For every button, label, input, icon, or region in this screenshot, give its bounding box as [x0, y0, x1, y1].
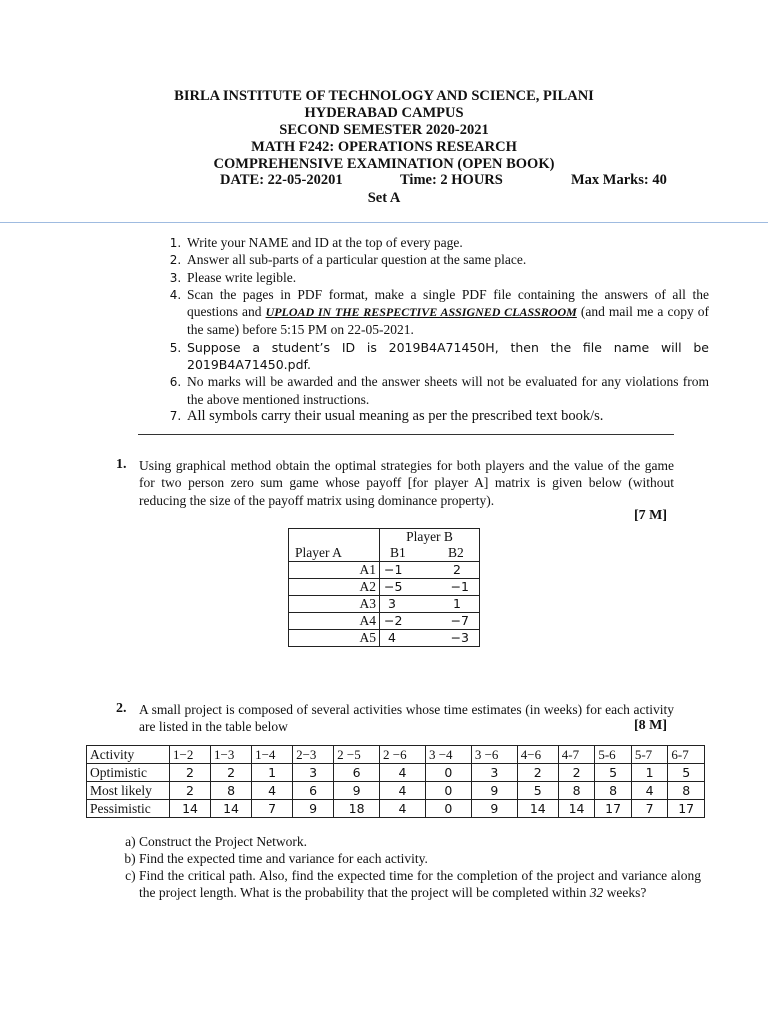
- set-label: Set A: [367, 190, 401, 206]
- optimistic-cell: 5: [668, 764, 705, 782]
- pessimistic-row: [87, 800, 705, 818]
- exam-date: DATE: 22-05-20201: [220, 172, 343, 188]
- pessimistic-cell: 0: [425, 800, 471, 818]
- instruction-item: 3. Please write legible.: [185, 269, 709, 286]
- table-row: [289, 596, 480, 613]
- row-label: Activity: [87, 746, 170, 764]
- section-divider: [138, 434, 674, 435]
- optimistic-cell: 6: [334, 764, 380, 782]
- cell-b1: 3: [380, 596, 439, 613]
- row-label: Most likely: [87, 782, 170, 800]
- upload-note: UPLOAD IN THE RESPECTIVE ASSIGNED CLASSROOM: [265, 305, 577, 320]
- question-2-number: 2.: [116, 701, 127, 716]
- activity-cell: 1−3: [211, 746, 252, 764]
- most-likely-cell: 4: [631, 782, 668, 800]
- most-likely-cell: 4: [380, 782, 426, 800]
- pessimistic-cell: 17: [595, 800, 632, 818]
- player-b-header: Player B: [380, 529, 480, 546]
- row-label: A3: [289, 596, 380, 613]
- optimistic-cell: 2: [211, 764, 252, 782]
- most-likely-cell: 5: [517, 782, 558, 800]
- pessimistic-cell: 18: [334, 800, 380, 818]
- most-likely-cell: 2: [170, 782, 211, 800]
- optimistic-cell: 3: [471, 764, 517, 782]
- question-2-marks: [8 M]: [634, 718, 668, 733]
- pessimistic-cell: 9: [471, 800, 517, 818]
- payoff-corner: [289, 529, 380, 546]
- activity-cell: 5-7: [631, 746, 668, 764]
- cell-b2: 2: [438, 562, 480, 579]
- table-row: [289, 562, 480, 579]
- question-2-text: A small project is composed of several activities whose time estimates (in weeks) for each activity are listed in the table below: [139, 702, 674, 735]
- semester: SECOND SEMESTER 2020-2021: [279, 122, 489, 138]
- cell-b2: −1: [438, 579, 480, 596]
- optimistic-cell: 1: [631, 764, 668, 782]
- optimistic-cell: 2: [170, 764, 211, 782]
- part-c-tail: weeks?: [603, 885, 647, 900]
- instruction-item: 1. Write your NAME and ID at the top of every page.: [185, 234, 709, 251]
- cell-b2: 1: [438, 596, 480, 613]
- cell-b2: −7: [438, 613, 480, 630]
- header-divider: [0, 222, 768, 223]
- question-1-text: Using graphical method obtain the optimal strategies for both players and the value of the game for two person zero sum game whose payoff [for player A] matrix is given below (without reducing the size of the payoff matrix using dominance property).: [139, 458, 674, 508]
- activity-cell: 5-6: [595, 746, 632, 764]
- most-likely-row: [87, 782, 705, 800]
- activity-cell: 2−3: [293, 746, 334, 764]
- activity-cell: 4−6: [517, 746, 558, 764]
- most-likely-cell: 4: [252, 782, 293, 800]
- payoff-matrix: [288, 528, 480, 647]
- activity-table: [86, 745, 705, 818]
- instruction-item: 2. Answer all sub-parts of a particular question at the same place.: [185, 251, 709, 268]
- cell-b1: −1: [380, 562, 439, 579]
- pessimistic-cell: 7: [252, 800, 293, 818]
- row-label: A5: [289, 630, 380, 647]
- part-c: [139, 867, 701, 901]
- optimistic-cell: 2: [558, 764, 595, 782]
- instructions-list: [150, 234, 709, 425]
- exam-title: COMPREHENSIVE EXAMINATION (OPEN BOOK): [213, 156, 555, 172]
- table-row: [289, 630, 480, 647]
- instruction-text: Scan the pages in PDF format, make a single PDF file containing the answers of all the questions and: [187, 286, 709, 320]
- pessimistic-cell: 14: [170, 800, 211, 818]
- table-row: [289, 579, 480, 596]
- b2-header: B2: [438, 545, 480, 562]
- row-label: Optimistic: [87, 764, 170, 782]
- activity-cell: 3 −6: [471, 746, 517, 764]
- activity-cell: 4-7: [558, 746, 595, 764]
- part-b: b. Find the expected time and variance for each activity.: [139, 850, 701, 867]
- activity-cell: 1−4: [252, 746, 293, 764]
- table-row: [289, 613, 480, 630]
- activity-cell: 3 −4: [425, 746, 471, 764]
- question-2-parts: [112, 833, 701, 901]
- activity-cell: 2 −5: [334, 746, 380, 764]
- pessimistic-cell: 7: [631, 800, 668, 818]
- instruction-item: [185, 286, 709, 339]
- part-a: a. Construct the Project Network.: [139, 833, 701, 850]
- instruction-text: Suppose a student’s ID is 2019B4A71450H, then the file name will be 2019B4A71450.pdf.: [187, 339, 709, 373]
- row-label: A1: [289, 562, 380, 579]
- optimistic-row: [87, 764, 705, 782]
- instruction-item: [185, 339, 709, 374]
- optimistic-cell: 0: [425, 764, 471, 782]
- activity-cell: 2 −6: [380, 746, 426, 764]
- optimistic-cell: 5: [595, 764, 632, 782]
- row-label: A4: [289, 613, 380, 630]
- question-1-number: 1.: [116, 457, 127, 472]
- pessimistic-cell: 14: [517, 800, 558, 818]
- most-likely-cell: 9: [471, 782, 517, 800]
- instruction-item: 6. No marks will be awarded and the answer sheets will not be evaluated for any violations from the above mentioned instructions.: [185, 373, 709, 408]
- exam-time: Time: 2 HOURS: [400, 172, 503, 188]
- instruction-text: (and mail me a copy of the same) before 5:15 PM on 22-05-2021.: [187, 304, 709, 338]
- most-likely-cell: 0: [425, 782, 471, 800]
- pessimistic-cell: 14: [211, 800, 252, 818]
- instruction-item: 7. All symbols carry their usual meaning as per the prescribed text book/s.: [185, 408, 709, 425]
- pessimistic-cell: 17: [668, 800, 705, 818]
- activity-cell: 1−2: [170, 746, 211, 764]
- optimistic-cell: 3: [293, 764, 334, 782]
- cell-b1: −2: [380, 613, 439, 630]
- cell-b1: 4: [380, 630, 439, 647]
- most-likely-cell: 9: [334, 782, 380, 800]
- most-likely-cell: 8: [211, 782, 252, 800]
- part-c-weeks: 32: [589, 885, 604, 900]
- row-label: Pessimistic: [87, 800, 170, 818]
- pessimistic-cell: 14: [558, 800, 595, 818]
- b1-header: B1: [380, 545, 439, 562]
- most-likely-cell: 8: [595, 782, 632, 800]
- part-c-text: Find the critical path. Also, find the expected time for the completion of the project and variance along the project length. What is the probability that the project will be completed within: [139, 868, 701, 900]
- pessimistic-cell: 9: [293, 800, 334, 818]
- row-label: A2: [289, 579, 380, 596]
- activity-row: [87, 746, 705, 764]
- most-likely-cell: 6: [293, 782, 334, 800]
- cell-b2: −3: [438, 630, 480, 647]
- pessimistic-cell: 4: [380, 800, 426, 818]
- course-title: MATH F242: OPERATIONS RESEARCH: [251, 139, 517, 155]
- cell-b1: −5: [380, 579, 439, 596]
- activity-cell: 6-7: [668, 746, 705, 764]
- question-1-marks: [7 M]: [634, 508, 668, 523]
- optimistic-cell: 1: [252, 764, 293, 782]
- campus-name: HYDERABAD CAMPUS: [304, 105, 464, 121]
- max-marks: Max Marks: 40: [571, 172, 667, 188]
- most-likely-cell: 8: [668, 782, 705, 800]
- optimistic-cell: 4: [380, 764, 426, 782]
- player-a-header: Player A: [289, 545, 380, 562]
- most-likely-cell: 8: [558, 782, 595, 800]
- optimistic-cell: 2: [517, 764, 558, 782]
- institute-name: BIRLA INSTITUTE OF TECHNOLOGY AND SCIENCE, PILANI: [174, 88, 594, 104]
